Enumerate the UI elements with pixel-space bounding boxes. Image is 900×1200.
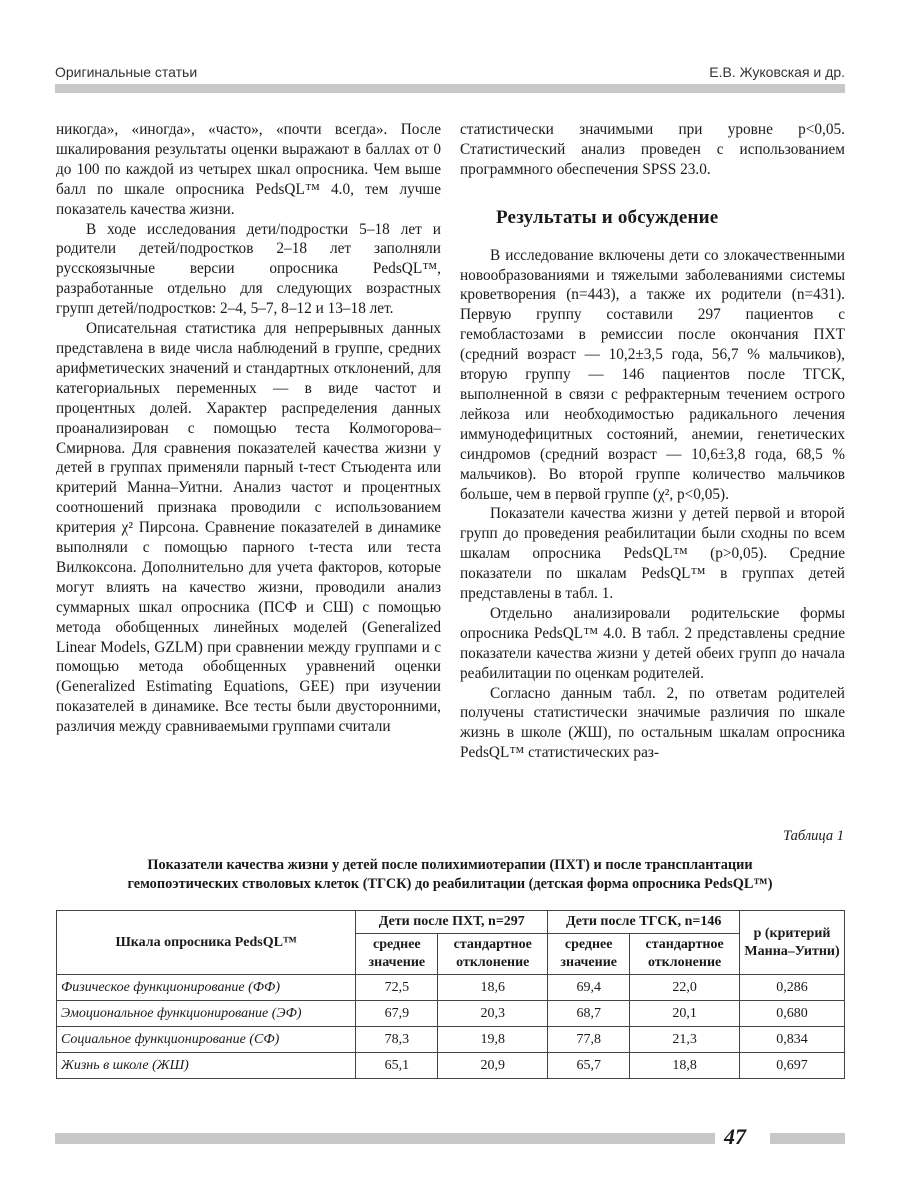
cell-sd2: 18,8 <box>630 1053 740 1079</box>
paragraph: никогда», «иногда», «часто», «почти всегда». После шкалирования результаты оценки выражают в баллах от 0 до 100 по каждой из четырех шкал опросника. Чем выше балл по шкале опросника PedsQL™ 4.0, тем лучше показатель качества жизни. <box>56 121 441 218</box>
row-label: Жизнь в школе (ЖШ) <box>57 1053 356 1079</box>
cell-sd1: 18,6 <box>438 975 548 1001</box>
header-mean: среднее значение <box>356 934 438 975</box>
header-group2: Дети после ТГСК, n=146 <box>548 911 740 934</box>
cell-mean1: 78,3 <box>356 1027 438 1053</box>
cell-sd1: 19,8 <box>438 1027 548 1053</box>
table-title-line: Показатели качества жизни у детей после полихимиотерапии (ПХТ) и после трансплантации <box>147 857 753 873</box>
left-column <box>56 120 441 737</box>
footer-divider <box>55 1133 715 1144</box>
header-divider <box>55 84 845 93</box>
table-row <box>57 1001 845 1027</box>
cell-mean1: 72,5 <box>356 975 438 1001</box>
cell-mean1: 65,1 <box>356 1053 438 1079</box>
cell-sd1: 20,9 <box>438 1053 548 1079</box>
paragraph: Описательная статистика для непрерывных данных представлена в виде числа наблюдений в группе, средних арифметических значений и стандартных отклонений, для категориальных переменных — в виде частот и процентных долей. Характер распределения данных проанализирован с помощью теста Колмогорова–Смирнова. Для сравнения показателей качества жизни у детей в группах применяли парный t-тест Стьюдента или критерий Манна–Уитни. Анализ частот и процентных соотношений признака проводили с использованием критерия χ² Пирсона. Сравнение показателей в динамике выполняли с помощью парного t-теста или теста Вилкоксона. Дополнительно для учета факторов, которые могут влиять на качество жизни, проводили анализ суммарных шкал опросника (ПСФ и СШ) с помощью метода обобщенных линейных моделей (Generalized Linear Models, GZLM) при сравнении между группами и с помощью метода обобщенных уравнений оценки (Generalized Estimating Equations, GEE) при изучении показателей в динамике. Все тесты были двусторонними, различия между сравниваемыми группами считали <box>56 320 441 736</box>
paragraph: статистически значимыми при уровне p<0,05. Статистический анализ проведен с использованием программного обеспечения SPSS 23.0. <box>460 121 845 178</box>
paragraph: В ходе исследования дети/подростки 5–18 лет и родители детей/подростков 2–18 лет заполняли русскоязычные версии опросника PedsQL™, разработанные отдельно для следующих возрастных групп детей/подростков: 2–4, 5–7, 8–12 и 13–18 лет. <box>56 220 441 318</box>
cell-mean2: 65,7 <box>548 1053 630 1079</box>
section-title: Оригинальные статьи <box>55 64 198 80</box>
cell-mean1: 67,9 <box>356 1001 438 1027</box>
cell-mean2: 68,7 <box>548 1001 630 1027</box>
paragraph: Показатели качества жизни у детей первой и второй групп до проведения реабилитации были сходны по всем шкалам опросника PedsQL™ (p>0,05). Средние показатели по шкалам PedsQL™ в группах детей представлены в табл. 1. <box>460 505 845 603</box>
section-heading: Результаты и обсуждение <box>496 206 719 228</box>
table-row <box>57 1053 845 1079</box>
paragraph: В исследование включены дети со злокачественными новообразованиями и тяжелыми заболеваниями системы кроветворения (n=443), а также их родители (n=431). Первую группу составили 297 пациентов с гемобластозами в ремиссии после окончания ПХТ (средний возраст — 10,2±3,5 года, 56,7 % мальчиков), вторую группу — 146 пациентов после ТГСК, выполненной в связи с рефрактерным течением острого лейкоза или необходимостью радикального лечения иммунодефицитных состояний, анемии, генетических синдромов (средний возраст — 10,6±3,8 года, 68,5 % мальчиков). Во второй группе количество мальчиков больше, чем в первой группе (χ², p<0,05). <box>460 246 845 503</box>
table-row <box>57 1027 845 1053</box>
page-number: 47 <box>724 1124 746 1149</box>
cell-mean2: 77,8 <box>548 1027 630 1053</box>
table-title-line: гемопоэтических стволовых клеток (ТГСК) до реабилитации (детская форма опросника PedsQL™) <box>127 876 773 892</box>
cell-sd2: 21,3 <box>630 1027 740 1053</box>
right-column <box>460 120 845 763</box>
header-sd: стандартное отклонение <box>630 934 740 975</box>
paragraph: Согласно данным табл. 2, по ответам родителей получены статистически значимые различия по шкале жизнь в школе (ЖШ), по остальным шкалам опросника PedsQL™ статистических раз- <box>460 684 845 762</box>
row-label: Физическое функционирование (ФФ) <box>57 975 356 1001</box>
running-header <box>55 64 845 82</box>
paragraph: Отдельно анализировали родительские формы опросника PedsQL™ 4.0. В табл. 2 представлены средние показатели качества жизни у детей обеих групп до начала реабилитации по оценкам родителей. <box>460 604 845 682</box>
cell-sd2: 20,1 <box>630 1001 740 1027</box>
authors: Е.В. Жуковская и др. <box>709 64 845 80</box>
header-scale: Шкала опросника PedsQL™ <box>57 911 356 975</box>
cell-p: 0,834 <box>740 1027 845 1053</box>
header-p: p (критерий Манна–Уитни) <box>740 911 845 975</box>
row-label: Социальное функционирование (СФ) <box>57 1027 356 1053</box>
header-group1: Дети после ПХТ, n=297 <box>356 911 548 934</box>
row-label: Эмоциональное функционирование (ЭФ) <box>57 1001 356 1027</box>
cell-sd2: 22,0 <box>630 975 740 1001</box>
header-mean: среднее значение <box>548 934 630 975</box>
cell-p: 0,697 <box>740 1053 845 1079</box>
header-sd: стандартное отклонение <box>438 934 548 975</box>
cell-p: 0,680 <box>740 1001 845 1027</box>
results-table <box>56 910 845 1079</box>
table-title <box>56 856 844 894</box>
table-row <box>57 975 845 1001</box>
cell-mean2: 69,4 <box>548 975 630 1001</box>
cell-sd1: 20,3 <box>438 1001 548 1027</box>
cell-p: 0,286 <box>740 975 845 1001</box>
table-label: Таблица 1 <box>783 828 844 844</box>
footer-divider-end <box>770 1133 845 1144</box>
